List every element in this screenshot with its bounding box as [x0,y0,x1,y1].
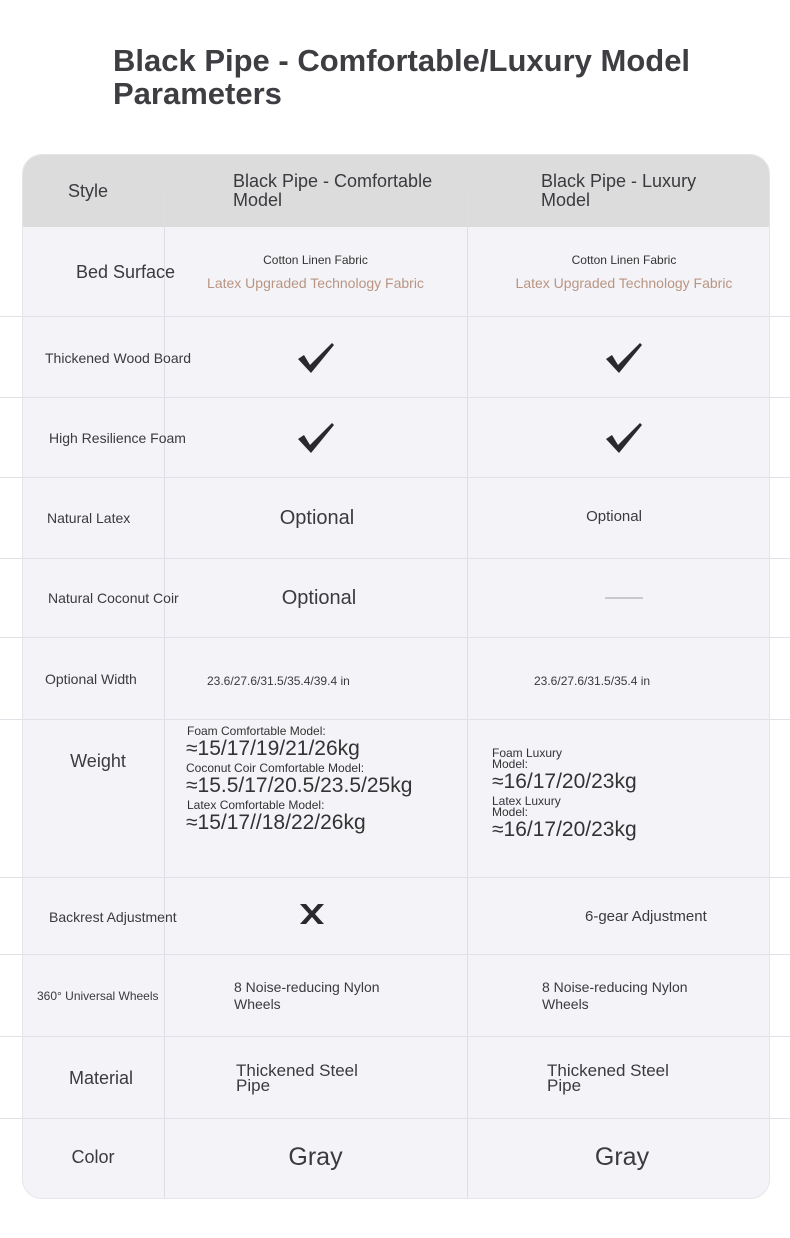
weight-value: ≈15.5/17/20.5/23.5/25kg [186,774,413,797]
row-label: Material [69,1067,134,1088]
option-value: Optional [279,506,355,529]
page-title: Black Pipe - Comfortable/Luxury Model Parameters [113,43,691,111]
row-label: Color [71,1146,115,1167]
material-value: Thickened Steel Pipe [547,1061,669,1095]
row-label: High Resilience Foam [49,430,186,446]
row-label: Backrest Adjustment [49,908,177,925]
row-divider [0,1118,790,1119]
weight-model-name: Coconut Coir Comfortable Model: [186,761,365,775]
checkmark-icon [296,341,336,375]
wood-board-col2 [467,317,770,398]
weight-model-name: Latex Comfortable Model: [187,798,325,812]
row-divider [0,1036,790,1037]
header-style-label: Style [67,180,109,201]
coconut-col1 [164,558,474,638]
weight-value: ≈15/17/19/21/26kg [186,737,360,760]
color-value: Gray [594,1142,650,1171]
row-divider [0,637,790,638]
row-divider [0,558,790,559]
weight-value: ≈16/17/20/23kg [492,818,637,841]
width-col1 [207,640,457,721]
row-label: Natural Coconut Coir [48,590,179,606]
material-value: Thickened Steel Pipe [236,1061,358,1095]
checkmark-icon [604,341,644,375]
row-label: Thickened Wood Board [45,349,192,366]
row-label: Bed Surface [75,261,176,282]
weight-col1 [186,726,461,837]
dash-icon [605,597,643,599]
fabric-upgrade-option: Latex Upgraded Technology Fabric [515,275,733,291]
width-values: 23.6/27.6/31.5/35.4 in [534,673,651,688]
fabric-option: Cotton Linen Fabric [571,253,677,267]
row-wheels-label [37,955,177,1037]
width-col2 [534,640,770,721]
color-col2 [467,1119,770,1195]
row-divider [0,954,790,955]
wheels-col1 [234,955,424,1037]
weight-col2 [492,748,692,844]
material-col2 [547,1037,697,1119]
row-divider [0,397,790,398]
weight-model-name: Latex Luxury Model: [492,794,561,819]
wood-board-col1 [164,317,467,398]
row-label: Optional Width [45,670,137,687]
backrest-value: 6-gear Adjustment [585,908,707,925]
coconut-col2 [467,558,770,638]
header-col2 [541,155,731,227]
row-width-label [45,638,185,719]
wheels-value: 8 Noise-reducing Nylon Wheels [542,979,688,1012]
row-color-label [53,1119,133,1195]
bed-surface-col1 [164,227,467,317]
row-label: Weight [70,750,126,771]
header-style [23,155,153,227]
wheels-col2 [542,955,732,1037]
color-value: Gray [288,1142,343,1171]
row-divider [0,477,790,478]
row-material-label [69,1037,209,1119]
row-divider [0,877,790,878]
backrest-col2 [585,878,770,955]
fabric-upgrade-option: Latex Upgraded Technology Fabric [207,275,424,291]
option-value: Optional [586,507,642,525]
header-col1-label: Black Pipe - Comfortable Model [233,171,433,210]
bed-surface-col2 [467,227,770,317]
weight-value: ≈16/17/20/23kg [492,770,637,793]
weight-model-name: Foam Luxury Model: [492,746,563,771]
latex-col1 [164,478,470,558]
row-label: Natural Latex [47,510,131,526]
row-label: 360° Universal Wheels [37,989,159,1003]
foam-col2 [467,398,770,478]
foam-col1 [164,398,467,478]
row-divider [0,316,790,317]
header-col1 [233,155,433,227]
color-col1 [164,1119,467,1195]
checkmark-icon [604,421,644,455]
option-value: Optional [281,586,357,609]
row-weight-label [63,719,133,803]
parameters-table [22,154,770,1199]
row-divider [0,719,790,720]
checkmark-icon [296,421,336,455]
width-values: 23.6/27.6/31.5/35.4/39.4 in [207,673,350,688]
wheels-value: 8 Noise-reducing Nylon Wheels [234,979,380,1012]
x-mark-icon [298,902,326,931]
backrest-col1 [164,878,460,955]
fabric-option: Cotton Linen Fabric [263,253,368,267]
latex-col2 [467,476,761,556]
weight-value: ≈15/17//18/22/26kg [186,811,366,834]
weight-model-name: Foam Comfortable Model: [187,724,326,738]
material-col1 [236,1037,386,1119]
header-col2-label: Black Pipe - Luxury Model [541,171,697,210]
